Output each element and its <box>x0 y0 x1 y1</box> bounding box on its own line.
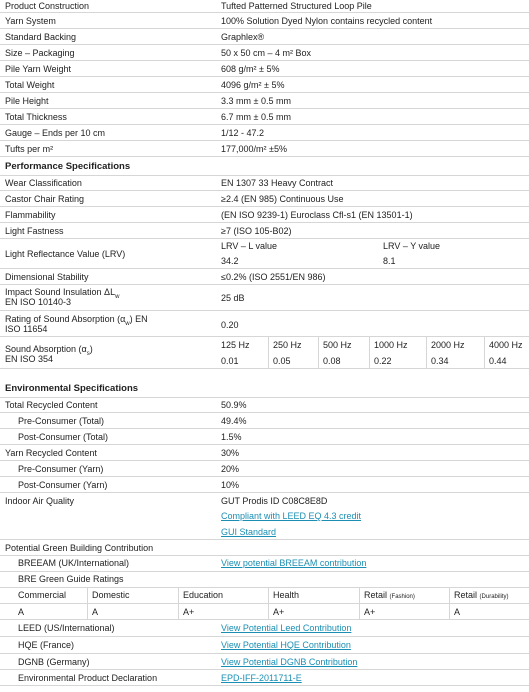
spec-row <box>0 269 529 285</box>
spec-label-line2: EN ISO 10140-3 <box>5 297 72 307</box>
freq-label: 1000 Hz <box>374 340 408 350</box>
bre-value-row <box>0 604 529 620</box>
spec-value: 1/12 - 47.2 <box>221 128 265 138</box>
spec-value: 20% <box>221 464 240 474</box>
spec-label: Dimensional Stability <box>5 272 89 282</box>
spec-row <box>0 223 529 239</box>
spec-value: 3.3 mm ± 0.5 mm <box>221 96 291 106</box>
spec-label: Yarn Recycled Content <box>5 448 97 458</box>
column-divider <box>426 337 427 369</box>
spec-label: BRE Green Guide Ratings <box>18 574 124 584</box>
spec-value: Graphlex® <box>221 32 265 42</box>
spec-value: Tufted Patterned Structured Loop Pile <box>221 1 372 11</box>
freq-value: 0.22 <box>374 356 392 366</box>
iaq-row <box>0 493 529 540</box>
spec-value: 50 x 50 cm – 4 m² Box <box>221 48 312 58</box>
spec-row <box>0 311 529 337</box>
spec-label: Impact Sound Insulation $\Delta L_w$ <box>5 287 120 300</box>
spec-value: ≥7 (ISO 105-B02) <box>221 226 292 236</box>
spec-label: Post-Consumer (Yarn) <box>18 480 108 490</box>
spec-row <box>0 125 529 141</box>
freq-label: 500 Hz <box>323 340 352 350</box>
spec-row <box>0 77 529 93</box>
bre-value: A+ <box>273 607 285 617</box>
spec-value: 25 dB <box>221 293 245 303</box>
spec-value: 10% <box>221 480 240 490</box>
bre-value: A+ <box>183 607 195 617</box>
lrv-row <box>0 239 529 269</box>
spec-row <box>0 445 529 461</box>
spec-label: LEED (US/International) <box>18 623 115 633</box>
leed-eq-link[interactable]: Compliant with LEED EQ 4.3 credit <box>221 511 362 521</box>
freq-value: 0.08 <box>323 356 341 366</box>
spec-label: Total Thickness <box>5 112 67 122</box>
freq-label: 125 Hz <box>221 340 250 350</box>
spec-label: Pre-Consumer (Yarn) <box>18 464 104 474</box>
spec-label: Product Construction <box>5 1 90 11</box>
column-divider <box>268 337 269 369</box>
spec-row <box>0 0 529 13</box>
spec-label: Tufts per m² <box>5 144 54 154</box>
spec-row <box>0 637 529 654</box>
spec-label: Total Recycled Content <box>5 400 98 410</box>
spec-label-line2: ISO 11654 <box>5 324 48 334</box>
freq-value: 0.44 <box>489 356 507 366</box>
column-divider <box>369 337 370 369</box>
bre-heading: Retail (Durability) <box>454 590 509 600</box>
spec-label: Pile Height <box>5 96 49 106</box>
column-divider <box>484 337 485 369</box>
bre-heading: Domestic <box>92 590 130 600</box>
spec-value: 1.5% <box>221 432 242 442</box>
spec-row <box>0 477 529 493</box>
spec-row <box>0 413 529 429</box>
spec-row <box>0 540 529 556</box>
spec-label: Rating of Sound Absorption $(\alpha_w)$ EN <box>5 314 148 327</box>
spec-row <box>0 572 529 588</box>
spec-row <box>0 207 529 223</box>
spec-value: GUT Prodis ID C08C8E8D <box>221 496 328 506</box>
bre-value: A <box>92 607 99 617</box>
epd-link[interactable]: EPD-IFF-2011711-E <box>221 673 302 683</box>
spec-row <box>0 654 529 670</box>
spec-label: Flammability <box>5 210 56 220</box>
spec-value: (EN ISO 9239-1) Euroclass Cfl-s1 (EN 13501-1) <box>221 210 413 220</box>
spec-value: 49.4% <box>221 416 247 426</box>
bre-heading: Retail (Fashion) <box>364 590 415 600</box>
hqe-link[interactable]: View Potential HQE Contribution <box>221 640 351 650</box>
section-title-green: Potential Green Building Contribution <box>5 543 154 553</box>
spec-row <box>0 109 529 125</box>
spec-row <box>0 397 529 413</box>
spec-label: Pile Yarn Weight <box>5 64 72 74</box>
spec-row <box>0 670 529 686</box>
spec-row <box>0 285 529 311</box>
spec-row <box>0 93 529 109</box>
spec-value: 30% <box>221 448 240 458</box>
bre-value: A <box>18 607 25 617</box>
spec-row <box>0 620 529 637</box>
bre-heading-row <box>0 588 529 604</box>
spec-value: 50.9% <box>221 400 247 410</box>
spec-row <box>0 45 529 61</box>
spec-value: ≤0.2% (ISO 2551/EN 986) <box>221 272 326 282</box>
spec-label-line2: EN ISO 354 <box>5 354 54 364</box>
spec-label: Gauge – Ends per 10 cm <box>5 128 106 138</box>
spec-label: Light Reflectance Value (LRV) <box>5 249 126 259</box>
spec-label: DGNB (Germany) <box>18 657 90 667</box>
lrv-y-heading: LRV – Y value <box>383 241 441 251</box>
spec-label: Post-Consumer (Total) <box>18 432 109 442</box>
spec-row <box>0 61 529 77</box>
spec-value: 608 g/m² ± 5% <box>221 64 280 74</box>
bre-heading: Health <box>273 590 300 600</box>
section-title-performance: Performance Specifications <box>5 161 131 172</box>
spec-value: 0.20 <box>221 320 239 330</box>
spec-value: 4096 g/m² ± 5% <box>221 80 285 90</box>
absorption-row <box>0 337 529 369</box>
leed-link[interactable]: View Potential Leed Contribution <box>221 623 352 633</box>
spec-row <box>0 29 529 45</box>
lrv-l-heading: LRV – L value <box>221 241 278 251</box>
lrv-l-value: 34.2 <box>221 256 239 266</box>
spec-label: Light Fastness <box>5 226 64 236</box>
spec-value: 100% Solution Dyed Nylon contains recycled content <box>221 16 433 26</box>
spec-row <box>0 141 529 157</box>
spec-label: HQE (France) <box>18 640 75 650</box>
spec-row <box>0 191 529 207</box>
freq-value: 0.01 <box>221 356 239 366</box>
freq-label: 2000 Hz <box>431 340 465 350</box>
lrv-y-value: 8.1 <box>383 256 396 266</box>
spec-label: Standard Backing <box>5 32 77 42</box>
freq-label: 250 Hz <box>273 340 302 350</box>
spec-value: 177,000/m² ±5% <box>221 144 287 154</box>
spec-label: Indoor Air Quality <box>5 496 75 506</box>
dgnb-link[interactable]: View Potential DGNB Contribution <box>221 657 358 667</box>
spec-row <box>0 429 529 445</box>
spec-label: Yarn System <box>5 16 56 26</box>
bre-value: A+ <box>364 607 376 617</box>
bre-heading: Education <box>183 590 224 600</box>
spec-label: BREEAM (UK/International) <box>18 558 130 568</box>
spec-row <box>0 556 529 572</box>
section-title-environmental: Environmental Specifications <box>5 383 139 394</box>
spec-label: Wear Classification <box>5 178 82 188</box>
breeam-link[interactable]: View potential BREEAM contribution <box>221 558 367 568</box>
spec-label: Pre-Consumer (Total) <box>18 416 105 426</box>
freq-value: 0.05 <box>273 356 291 366</box>
spec-label: Sound Absorption $(\alpha_s)$ <box>5 344 93 357</box>
spec-label: Size – Packaging <box>5 48 75 58</box>
column-divider <box>318 337 319 369</box>
spec-value: ≥2.4 (EN 985) Continuous Use <box>221 194 344 204</box>
spec-row <box>0 13 529 29</box>
spec-label: Environmental Product Declaration <box>18 673 158 683</box>
spec-row <box>0 175 529 191</box>
bre-value: A <box>454 607 461 617</box>
gui-standard-link[interactable]: GUI Standard <box>221 527 277 537</box>
spec-label: Castor Chair Rating <box>5 194 85 204</box>
spec-row <box>0 461 529 477</box>
spec-value: 6.7 mm ± 0.5 mm <box>221 112 291 122</box>
spec-label: Total Weight <box>5 80 55 90</box>
bre-heading: Commercial <box>18 590 67 600</box>
freq-label: 4000 Hz <box>489 340 523 350</box>
freq-value: 0.34 <box>431 356 449 366</box>
spec-value: EN 1307 33 Heavy Contract <box>221 178 334 188</box>
